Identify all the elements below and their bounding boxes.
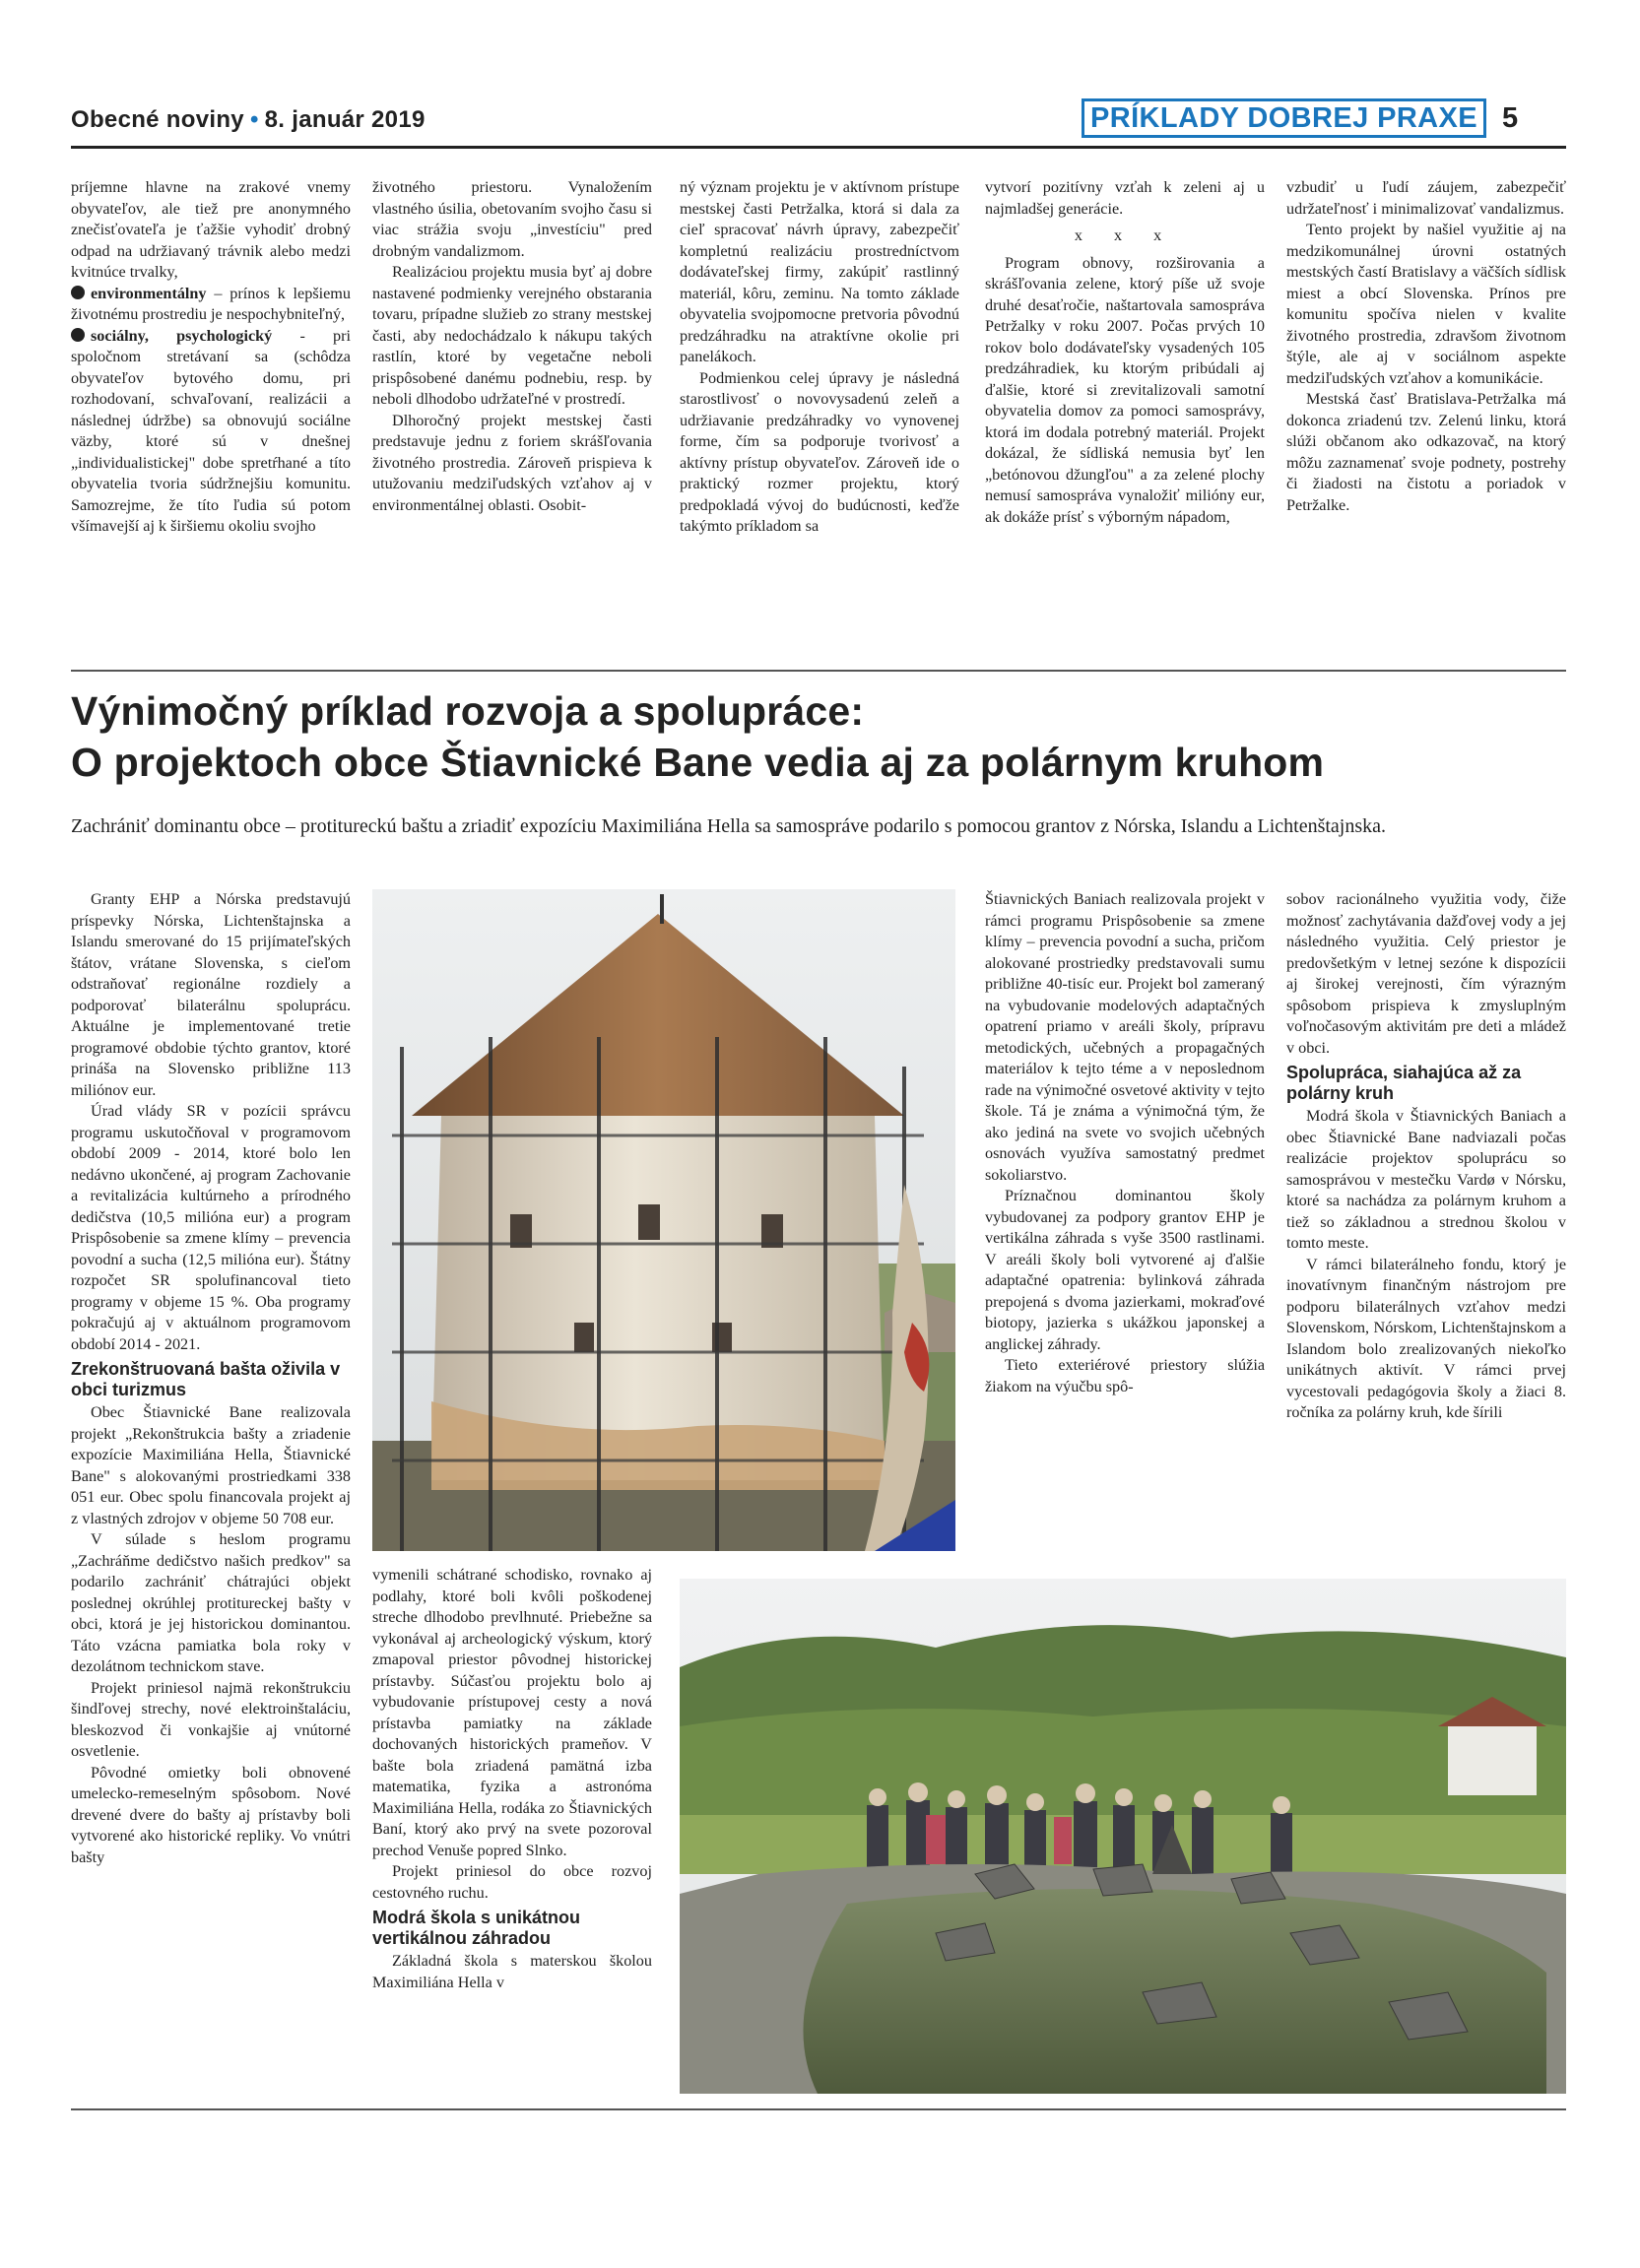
paragraph: Štiavnických Baniach realizovala projekt v rámci programu Prispôsobenie sa zmene klímy – prevencia povodní a sucha, pričom alokované prostriedky predstavovali sumu približne 40-tisíc eur. Projekt bol zameraný na vybudovanie modelových adaptačných opatrení priamo v areáli školy, prípravu metodických, učebných a propagačných materiálov k tejto téme a v neposlednom rade na výnimočné osvetové aktivity v tejto škole. Tá je známa a výnimočná tým, že ako jediná na svete vo svojich učebných osnovách využíva samostatný predmet sokoliarstvo. xyxy=(985,890,1265,1184)
headline-line-2: O projektoch obce Štiavnické Bane vedia aj za polárnym kruhom xyxy=(71,740,1325,785)
paragraph: Projekt priniesol najmä rekonštrukciu šindľovej strechy, nové elektroinštaláciu, bleskozvod či vonkajšie aj vnútorné osvetlenie. xyxy=(71,1678,351,1760)
paragraph: Príznačnou dominantou školy vybudovanej za podpory grantov EHP je vertikálna záhrada s vyše 3500 rastlinami. V areáli školy boli vytvorené aj ďalšie adaptačné opatrenia: bylinková záhrada prepojená s dvoma jazierkami, mokraďové biotopy, jazierka s ukážkou japonskej a anglickej záhrady. xyxy=(985,1187,1265,1353)
paragraph: vymenili schátrané schodisko, rovnako aj podlahy, ktoré boli kvôli poškodenej streche dlhodobo prevlhnuté. Priebežne sa vykonával aj archeologický výskum, ktorý zmapoval priestor pôvodnej historickej prístavby. Súčasťou projektu bolo aj vybudovanie prístupovej cesty a nová prístavba pamiatky na základe dochovaných historických prameňov. V bašte bola zriadená pamätná izba matematika, fyzika a astronóma Maximiliána Hella, rodáka zo Štiavnických Baní, ktorý ako prvý na svete pozoroval prechod Venuše popred Slnko. xyxy=(372,1566,652,1859)
paragraph: Realizáciou projektu musia byť aj dobre nastavené podmienky verejného obstarania tovaru, prípadne služieb zo strany mestskej časti, aby nedochádzalo k nákupu takých rastlín, ktoré by vegetačne neboli prispôsobené danému podnebiu, resp. by neboli dlhodobo udržateľné v prostredí. xyxy=(372,263,652,408)
bullet-text: – prínos k lepšiemu životnému prostrediu je nespochybniteľný, xyxy=(71,284,351,323)
paragraph: Podmienkou celej úpravy je následná starostlivosť o novovysadenú zeleň a udržiavanie predzáhradky vo vynovenej forme, čím sa podporuje tvorivosť a aktívny prístup obyvateľov. Zároveň ide o praktický rozmer projektu, ktorý predpokladá vývoj do budúcnosti, keďže takýmto príkladom sa xyxy=(680,368,959,535)
article-lead: Zachrániť dominantu obce – protitureckú baštu a zriadiť expozíciu Maximiliána Hella sa samospráve podarilo s pomocou grantov z Nórska, Islandu a Lichtenštajnska. xyxy=(71,815,1387,837)
paragraph: Modrá škola v Štiavnických Baniach a obec Štiavnické Bane nadviazali počas realizácie projektov spoluprácu so samosprávou v mestečku Vardø v Nórsku, ktoré sa nachádza za polárnym kruhom a tiež so základnou a strednou školou v tomto meste. xyxy=(1286,1107,1566,1252)
paragraph: životného priestoru. Vynaložením vlastného úsilia, obetovaním svojho času si viac strážia svoju „investíciu" pred drobným vandalizmom. xyxy=(372,178,652,260)
issue-date: 8. január 2019 xyxy=(264,106,426,133)
subheading: Modrá škola s unikátnou vertikálnou záhradou xyxy=(372,1908,581,1948)
section-header xyxy=(1082,98,1518,138)
main-article-col-4 xyxy=(1286,889,1566,1424)
bullet-icon xyxy=(71,286,85,299)
subheading: Zrekonštruovaná bašta oživila v obci turizmus xyxy=(71,1359,341,1399)
publication-name: Obecné noviny xyxy=(71,106,244,133)
main-article-col-2 xyxy=(372,1565,652,1993)
top-article-col-1 xyxy=(71,177,351,538)
subheading: Spolupráca, siahajúca až za polárny kruh xyxy=(1286,1063,1522,1103)
article-separator xyxy=(71,670,1566,672)
paragraph: vytvorí pozitívny vzťah k zeleni aj u najmladšej generácie. xyxy=(985,178,1265,218)
paragraph: Tieto exteriérové priestory slúžia žiakom na výučbu spô- xyxy=(985,1356,1265,1395)
paragraph: Tento projekt by našiel využitie aj na medzikomunálnej úrovni ostatných mestských častí Bratislavy a väčších sídlisk miest a obcí Slovenska. Prínos pre komunitu spočíva nielen v kvalite životného prostredia, zdravšom životnom štýle, ale aj v sociálnom aspekte medziľudských vzťahov a komunikácie. xyxy=(1286,221,1566,387)
header-rule xyxy=(71,146,1566,149)
paragraph: Granty EHP a Nórska predstavujú príspevky Nórska, Lichtenštajnska a Islandu smerované do 15 prijímateľských štátov, vrátane Slovenska, s cieľom odstraňovať regionálne rozdiely a podporovať bilaterálnu spoluprácu. Aktuálne je implementované tretie programové obdobie týchto grantov, ktoré prináša na Slovensko približne 113 miliónov eur. xyxy=(71,890,351,1099)
top-article-col-5 xyxy=(1286,177,1566,516)
paragraph: V rámci bilaterálneho fondu, ktorý je inovatívnym finančným nástrojom pre podporu bilaterálnych vzťahov medzi Slovenskom, Nórskom, Lichtenštajnskom a Islandom bolo zrealizovaných niekoľko unikátnych aktivít. V rámci prvej vycestovali pedagógovia školy a žiaci 8. ročníka za polárny kruh, kde šírili xyxy=(1286,1255,1566,1421)
bullet-item xyxy=(71,326,351,538)
paragraph: Mestská časť Bratislava-Petržalka má dokonca zriadenú tzv. Zelenú linku, ktorá slúži občanom ako odkazovač, na ktorý môžu zaznamenať svoje podnety, postrehy či žiadosti na čistotu a poriadok v Petržalke. xyxy=(1286,390,1566,514)
paragraph: vzbudiť u ľudí záujem, zabezpečiť udržateľnosť i minimalizovať vandalizmus. xyxy=(1286,178,1566,218)
garden-pond-illustration xyxy=(680,1579,1566,2094)
paragraph: V súlade s heslom programu „Zachráňme dedičstvo našich predkov" sa podarilo zachrániť chátrajúci objekt poslednej okrúhlej protitureckej bašty v obci, ktorá je jej historickou dominantou. Táto vzácna pamiatka bola roky v dezolátnom technickom stave. xyxy=(71,1530,351,1675)
separator-dot: • xyxy=(249,106,259,133)
section-separator: x x x xyxy=(1074,227,1176,244)
paragraph: Program obnovy, rozširovania a skrášľovania zelene, ktorý píše už svoje druhé desaťročie, naštartovala samospráva Petržalky v roku 2007. Počas prvých 10 rokov bolo dodávateľsky vysadených 105 predzáhradiek, ku ktorým pribúdali aj ďalšie, ktoré si zrevitalizovali samotní obyvatelia domov za pomoci samosprávy, ktorá im dodala potrebný materiál. Projekt dokázal, že sídliská nemusia byť len „betónovou džungľou" a za zelené plochy nemusí samospráva vynaložiť milióny eur, ak dokáže prísť s výborným nápadom, xyxy=(985,253,1265,526)
bullet-bold: sociálny, psychologický xyxy=(91,326,273,345)
publication-header xyxy=(71,106,426,134)
paragraph: sobov racionálneho využitia vody, čiže možnosť zachytávania dažďovej vody a jej následného využitia. Celý priestor je predovšetkým v letnej sezóne k dispozícii aj širokej verejnosti, čím výrazným spôsobom prispieva k zmysluplným voľnočasovým aktivitám pre deti a mládež v obci. xyxy=(1286,890,1566,1057)
paragraph: Pôvodné omietky boli obnovené umelecko-remeselným spôsobom. Nové drevené dvere do bašty aj prístavby boli vytvorené ako historické repliky. Vo vnútri bašty xyxy=(71,1763,351,1866)
bastion-tower-illustration xyxy=(372,889,955,1551)
bullet-bold: environmentálny xyxy=(91,284,207,302)
headline-line-1: Výnimočný príklad rozvoja a spolupráce: xyxy=(71,688,865,734)
school-garden-pond-photo xyxy=(680,1579,1566,2094)
paragraph: Dlhoročný projekt mestskej časti predstavuje jednu z foriem skrášľovania životného prostredia. Zároveň prispieva k utužovaniu medziľudských vzťahov aj v environmentálnej oblasti. Osobit- xyxy=(372,411,652,514)
page-number: 5 xyxy=(1502,102,1519,134)
footer-rule xyxy=(71,2108,1566,2110)
paragraph: Obec Štiavnické Bane realizovala projekt „Rekonštrukcia bašty a zriadenie expozície Maximiliána Hella, Štiavnické Bane" s alokovanými prostriedkami 338 051 eur. Obec spolu financovala projekt aj z vlastných zdrojov v objeme 50 708 eur. xyxy=(71,1403,351,1527)
paragraph: príjemne hlavne na zrakové vnemy obyvateľov, ale tiež pre anonymného znečisťovateľa je ťažšie vyhodiť drobný odpad na udržiavaný trávnik alebo medzi kvitnúce trvalky, xyxy=(71,178,351,281)
top-article-col-4 xyxy=(985,177,1265,528)
bullet-item xyxy=(71,284,351,326)
paragraph: Úrad vlády SR v pozícii správcu programu uskutočňoval v programovom období 2009 - 2014, ktoré bolo len nedávno ukončené, aj program Zachovanie a revitalizácia kultúrneho a prírodného dedičstva (10,5 milióna eur) a program Prispôsobenie sa zmene klímy – prevencia povodní a sucha (12,5 milióna eur). Štátny rozpočet SR spolufinancoval tieto programy v objeme 15 %. Oba programy pokračujú aj v aktuálnom programovom období 2014 - 2021. xyxy=(71,1102,351,1353)
bullet-text: - pri spoločnom stretávaní sa (schôdza obyvateľov bytového domu, pri rozhodovaní, schvaľovaní, realizácii a následnej údržbe) sa obnovujú sociálne väzby, ktoré sú v dnešnej „individualistickej" dobe spretŕhané a títo obyvatelia tvoria súdržnejšiu komunitu. Samozrejme, že títo ľudia sú potom všímavejší aj k širšiemu okoliu svojho xyxy=(71,326,351,535)
paragraph: Projekt priniesol do obce rozvoj cestovného ruchu. xyxy=(372,1862,652,1902)
bullet-icon xyxy=(71,328,85,342)
main-article-col-3 xyxy=(985,889,1265,1397)
paragraph: Základná škola s materskou školou Maximiliána Hella v xyxy=(372,1952,652,1991)
top-article-col-3 xyxy=(680,177,959,538)
article-headline xyxy=(71,685,1578,788)
paragraph: ný význam projektu je v aktívnom prístupe mestskej časti Petržalka, ktorá si dala za cieľ spracovať návrh úpravy, zabezpečiť kompletnú realizáciu prostredníctvom dodávateľskej firmy, zakúpiť rastlinný materiál, kôru, zeminu. Na tomto základe obyvatelia svojpomocne pretvoria pôvodnú predzáhradku na atraktívne okolie pri panelákoch. xyxy=(680,178,959,365)
section-title: PRÍKLADY DOBREJ PRAXE xyxy=(1082,98,1486,138)
top-article-col-2 xyxy=(372,177,652,516)
main-article-col-1 xyxy=(71,889,351,1868)
bastion-tower-photo xyxy=(372,889,955,1551)
